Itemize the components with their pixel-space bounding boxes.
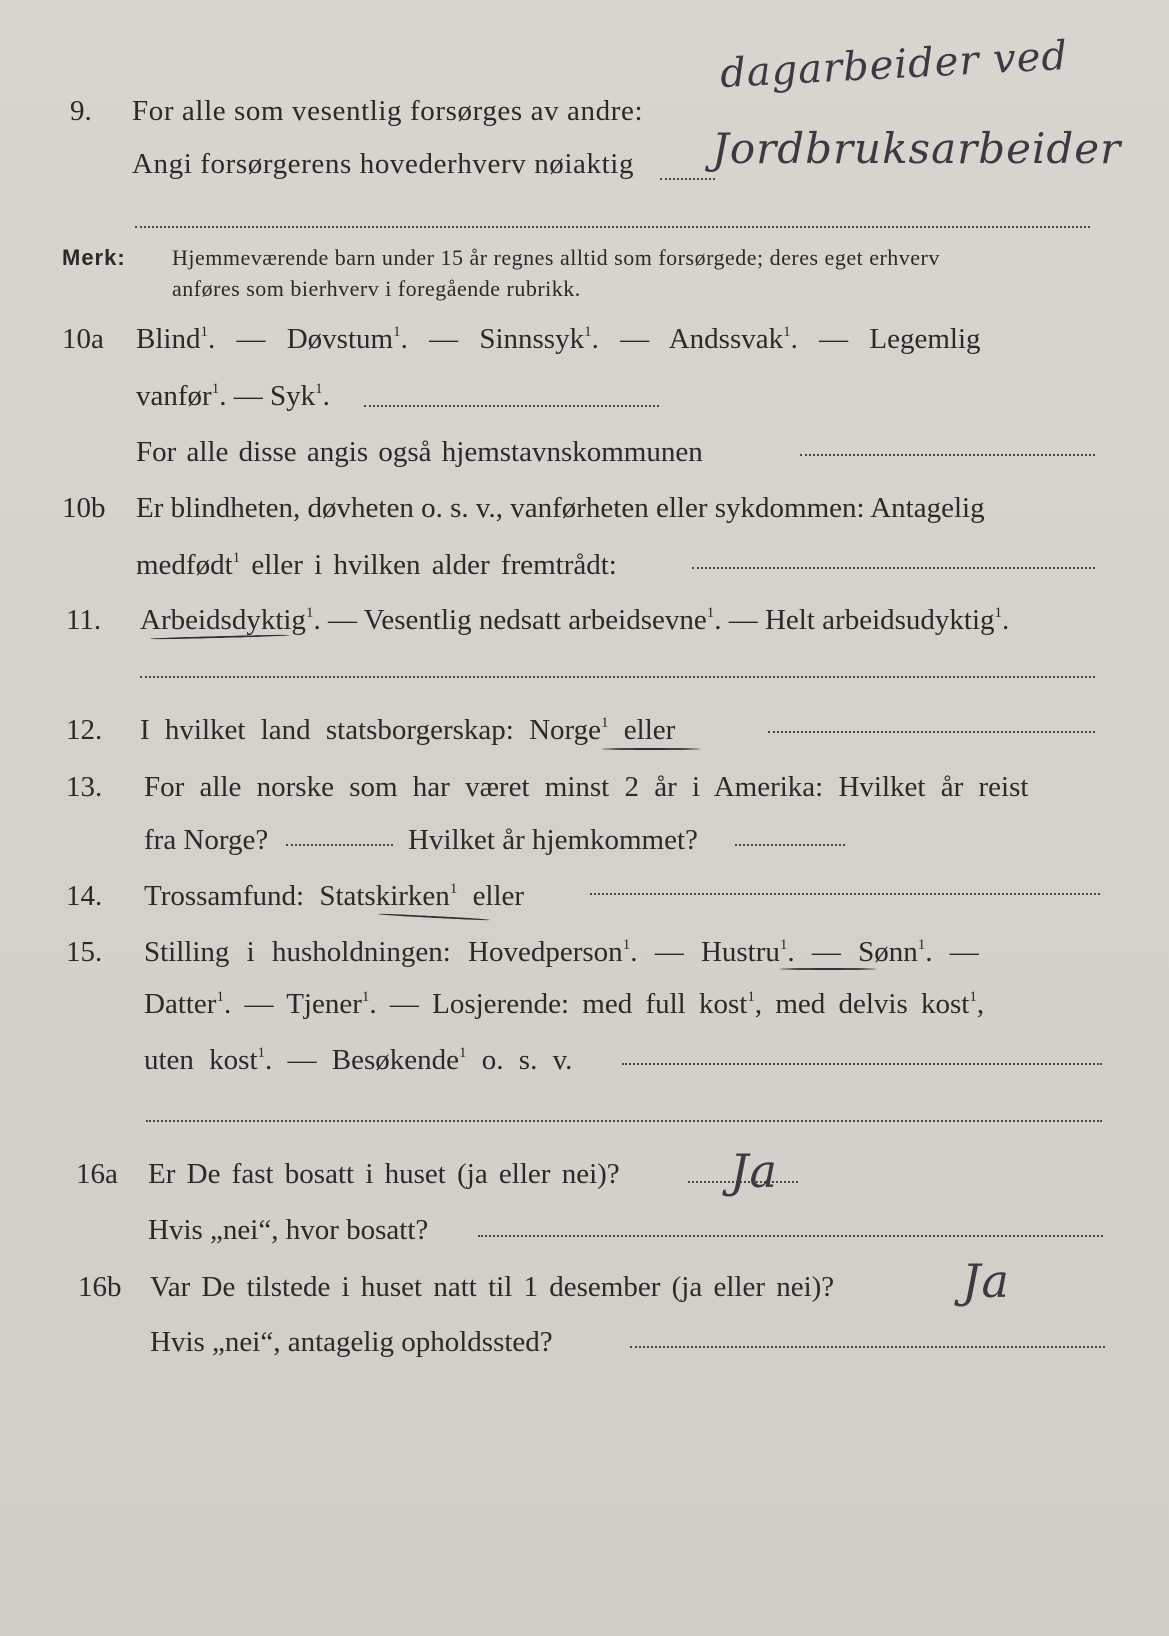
handwritten-answer: Ja bbox=[730, 1144, 778, 1198]
answer-line bbox=[140, 676, 1095, 678]
item-number: 11. bbox=[66, 604, 102, 636]
handwritten-answer: Jordbruksarbeider bbox=[712, 124, 1122, 173]
item-number: 14. bbox=[66, 880, 103, 912]
item-number: 9. bbox=[70, 95, 92, 127]
item-number: 12. bbox=[66, 714, 103, 746]
answer-line bbox=[286, 844, 393, 846]
question-text: Er De fast bosatt i huset (ja eller nei)? bbox=[148, 1158, 620, 1190]
question-text: For alle disse angis også hjemstavnskommunen bbox=[136, 436, 703, 468]
answer-line bbox=[364, 405, 659, 407]
question-text: uten kost$^1$. — Besøkende$^1$ o. s. v. bbox=[144, 1044, 573, 1076]
item-number: 10a bbox=[62, 323, 104, 355]
answer-line bbox=[660, 178, 715, 180]
question-text: medfødt$^1$ eller i hvilken alder fremtrådt: bbox=[136, 549, 617, 581]
item-number: 16b bbox=[78, 1271, 122, 1303]
answer-line bbox=[800, 454, 1095, 456]
question-text: Hvilket år hjemkommet? bbox=[408, 824, 698, 856]
question-text: Er blindheten, døvheten o. s. v., vanførheten eller sykdommen: Antagelig bbox=[136, 492, 985, 524]
question-text: For alle som vesentlig forsørges av andre: bbox=[132, 95, 644, 127]
question-text: I hvilket land statsborgerskap: Norge$^1$ eller bbox=[140, 714, 676, 746]
question-text: For alle norske som har været minst 2 år i Amerika: Hvilket år reist bbox=[144, 771, 1029, 803]
question-text: Datter$^1$. — Tjener$^1$. — Losjerende: med full kost$^1$, med delvis kost$^1$, bbox=[144, 988, 985, 1020]
answer-line bbox=[478, 1235, 1103, 1237]
item-number: 16a bbox=[76, 1158, 118, 1190]
question-text: vanfør$^1$. — Syk$^1$. bbox=[136, 380, 330, 412]
answer-line bbox=[630, 1346, 1105, 1348]
item-number: 10b bbox=[62, 492, 106, 524]
note-text: Hjemmeværende barn under 15 år regnes alltid som forsørgede; deres eget erhverv bbox=[172, 245, 940, 270]
item-number: 13. bbox=[66, 771, 103, 803]
handwritten-underline bbox=[780, 968, 876, 970]
answer-line bbox=[735, 844, 845, 846]
note-text: anføres som bierhverv i foregående rubrikk. bbox=[172, 276, 581, 301]
handwritten-answer: Ja bbox=[962, 1254, 1010, 1308]
question-text: Trossamfund: Statskirken$^1$ eller bbox=[144, 880, 525, 912]
question-text: Hvis „nei“, hvor bosatt? bbox=[148, 1214, 429, 1246]
question-text: Arbeidsdyktig$^1$. — Vesentlig nedsatt arbeidsevne$^1$. — Helt arbeidsudyktig$^1$. bbox=[140, 604, 1010, 636]
question-text: Blind$^1$. — Døvstum$^1$. — Sinnssyk$^1$. — Andssvak$^1$. — Legemlig bbox=[136, 323, 981, 355]
answer-line bbox=[146, 1120, 1102, 1122]
answer-line bbox=[692, 567, 1095, 569]
handwritten-answer: dagarbeider ved bbox=[719, 32, 1070, 98]
question-text: Stilling i husholdningen: Hovedperson$^1$. — Hustru$^1$. — Sønn$^1$. — bbox=[144, 936, 979, 968]
question-text: fra Norge? bbox=[144, 824, 269, 856]
answer-line bbox=[590, 893, 1100, 895]
question-text: Hvis „nei“, antagelig opholdssted? bbox=[150, 1326, 553, 1358]
answer-line bbox=[135, 226, 1090, 228]
answer-line bbox=[768, 731, 1095, 733]
question-text: Angi forsørgerens hovederhverv nøiaktig bbox=[132, 148, 635, 180]
handwritten-underline bbox=[378, 913, 490, 921]
question-text: Var De tilstede i huset natt til 1 desember (ja eller nei)? bbox=[150, 1271, 835, 1303]
item-number: 15. bbox=[66, 936, 103, 968]
note-label: Merk: bbox=[62, 245, 126, 270]
answer-line bbox=[622, 1063, 1102, 1065]
handwritten-underline bbox=[602, 748, 700, 750]
